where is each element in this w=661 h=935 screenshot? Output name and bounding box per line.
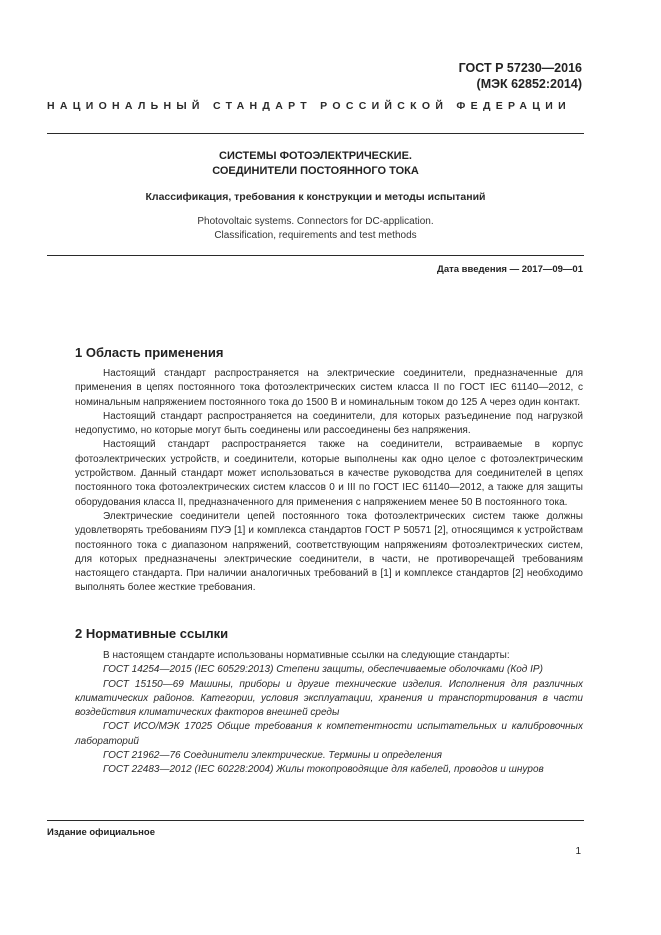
english-title <box>47 215 584 242</box>
official-edition-label: Издание официальное <box>47 827 155 838</box>
reference-item: ГОСТ ИСО/МЭК 17025 Общие требования к компетентности испытательных и калибровочных лабораторий <box>75 721 583 747</box>
document-subtitle: Классификация, требования к конструкции и методы испытаний <box>145 191 486 203</box>
reference-item: ГОСТ 14254—2015 (IEC 60529:2013) Степени защиты, обеспечиваемые оболочками (Код IP) <box>103 664 543 676</box>
middle-divider <box>47 255 584 256</box>
english-title-line-2: Classification, requirements and test methods <box>214 229 417 241</box>
page-number: 1 <box>575 846 581 857</box>
paragraph: Настоящий стандарт распространяется на соединители, для которых разъединение под нагрузкой недопустимо, но которые могут быть соединены или рассоединены без напряжения. <box>75 410 583 437</box>
paragraph: Электрические соединители цепей постоянного тока фотоэлектрических систем также должны удовлетворять требованиям ПУЭ [1] и комплекса стандартов ГОСТ Р 50571 [2], относящимся к устройствам постоянного тока с диапазоном напряжений, соответствующим напряжениям фотоэлектрических систем, для которых предназначены электрические соединители, в части, не противоречащей требованиям настоящего стандарта. При наличии аналогичных требований в [1] и комплексе стандартов [2] необходимо выполнять более жесткие требования. <box>75 510 583 594</box>
section-2-body <box>75 649 583 778</box>
iec-number: (МЭК 62852:2014) <box>476 77 582 91</box>
references-intro: В настоящем стандарте использованы нормативные ссылки на следующие стандарты: <box>103 650 510 661</box>
introduction-date: Дата введения — 2017—09—01 <box>437 264 583 275</box>
section-2-heading: 2 Нормативные ссылки <box>75 626 229 641</box>
paragraph: Настоящий стандарт распространяется на электрические соединители, предназначенные для применения в цепях постоянного тока фотоэлектрических систем класса II по ГОСТ IEC 61140—2012, с номинальным напряжением постоянного тока до 1500 В и номинальным током до 125 А через один контакт. <box>75 368 583 408</box>
footer-divider <box>47 820 584 821</box>
document-title <box>47 149 584 179</box>
reference-item: ГОСТ 22483—2012 (IEC 60228:2004) Жилы токопроводящие для кабелей, проводов и шнуров <box>103 764 544 776</box>
title-line-2: СОЕДИНИТЕЛИ ПОСТОЯННОГО ТОКА <box>212 165 419 177</box>
reference-item: ГОСТ 15150—69 Машины, приборы и другие технические изделия. Исполнения для различных климатических районов. Категории, условия эксплуатации, хранения и транспортирования в части воздействия климатических факторов внешней среды <box>75 678 583 719</box>
top-divider <box>47 133 584 134</box>
reference-item: ГОСТ 21962—76 Соединители электрические. Термины и определения <box>103 750 443 762</box>
section-1-heading: 1 Область применения <box>75 345 224 360</box>
national-standard-banner: НАЦИОНАЛЬНЫЙ СТАНДАРТ РОССИЙСКОЙ ФЕДЕРАЦИИ <box>47 100 571 112</box>
paragraph: Настоящий стандарт распространяется также на соединители, встраиваемые в корпус фотоэлектрических устройств, и соединители, которые выполнены как одно целое с фотоэлектрическим устройством. Данный стандарт может использоваться в качестве руководства для соединителей в цепях постоянного тока фотоэлектрических систем классов 0 и III по ГОСТ IEC 61140—2012, а также для защиты оборудования класса II, предназначенного для применения с напряжением менее 50 В постоянного тока. <box>75 439 583 508</box>
english-title-line-1: Photovoltaic systems. Connectors for DC-application. <box>197 216 434 227</box>
gost-number: ГОСТ Р 57230—2016 <box>458 61 582 75</box>
section-1-body <box>75 367 583 596</box>
standard-designation <box>459 60 582 92</box>
title-line-1: СИСТЕМЫ ФОТОЭЛЕКТРИЧЕСКИЕ. <box>219 150 412 162</box>
